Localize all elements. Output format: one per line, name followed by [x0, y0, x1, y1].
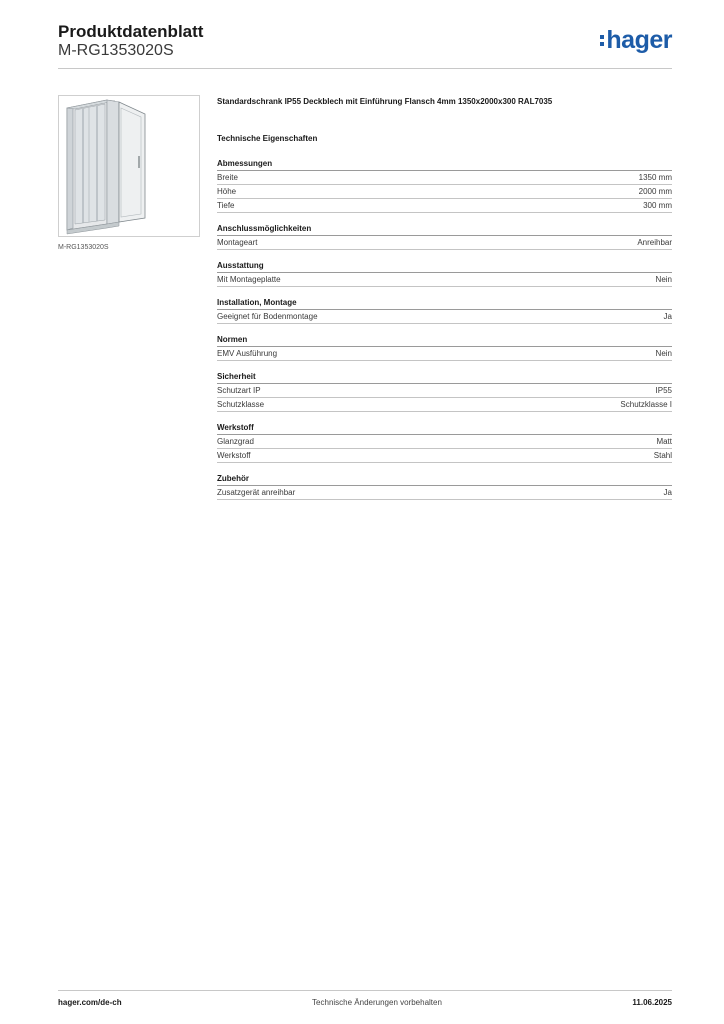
property-value: 300 mm [643, 201, 672, 210]
group-abmessungen [217, 158, 672, 213]
property-label: EMV Ausführung [217, 349, 278, 358]
group-installation-montage [217, 297, 672, 324]
property-value: Nein [655, 349, 672, 358]
group-title: Anschlussmöglichkeiten [217, 223, 672, 236]
group-title: Abmessungen [217, 158, 672, 171]
group-title: Ausstattung [217, 260, 672, 273]
section-title: Technische Eigenschaften [217, 134, 318, 143]
property-row [217, 185, 672, 199]
footer-date: 11.06.2025 [632, 998, 672, 1007]
property-label: Zusatzgerät anreihbar [217, 488, 296, 497]
group-normen [217, 334, 672, 361]
logo-dots-icon [600, 34, 605, 48]
property-value: 2000 mm [638, 187, 672, 196]
group-title: Zubehör [217, 473, 672, 486]
property-value: Stahl [653, 451, 672, 460]
product-image [58, 95, 200, 237]
footer-divider [58, 990, 672, 991]
property-value: Nein [655, 275, 672, 284]
logo-text: hager [606, 26, 672, 54]
property-label: Glanzgrad [217, 437, 254, 446]
property-label: Schutzart IP [217, 386, 261, 395]
property-value: Ja [663, 488, 672, 497]
page-title: Produktdatenblatt [58, 22, 204, 41]
property-row [217, 435, 672, 449]
group-title: Normen [217, 334, 672, 347]
property-value: Anreihbar [637, 238, 672, 247]
product-image-caption: M-RG1353020S [58, 244, 109, 251]
cabinet-illustration-icon [59, 96, 199, 236]
page-subtitle: M-RG1353020S [58, 42, 174, 59]
property-value: Ja [663, 312, 672, 321]
property-label: Mit Montageplatte [217, 275, 281, 284]
property-row [217, 398, 672, 412]
property-label: Montageart [217, 238, 258, 247]
hager-logo [600, 26, 672, 54]
group-werkstoff [217, 422, 672, 463]
group-title: Sicherheit [217, 371, 672, 384]
property-row [217, 273, 672, 287]
property-row [217, 486, 672, 500]
header-divider [58, 68, 672, 69]
property-row [217, 449, 672, 463]
property-row [217, 384, 672, 398]
footer-website-link[interactable]: hager.com/de-ch [58, 998, 122, 1007]
group-zubehoer [217, 473, 672, 500]
group-anschlussmoeglichkeiten [217, 223, 672, 250]
footer-notice: Technische Änderungen vorbehalten [312, 998, 442, 1007]
group-title: Installation, Montage [217, 297, 672, 310]
property-row [217, 199, 672, 213]
property-label: Werkstoff [217, 451, 251, 460]
property-label: Höhe [217, 187, 237, 196]
properties-content [217, 96, 672, 510]
property-row [217, 310, 672, 324]
property-row [217, 236, 672, 250]
property-label: Tiefe [217, 201, 235, 210]
property-value: IP55 [655, 386, 672, 395]
footer [58, 998, 672, 1007]
product-description: Standardschrank IP55 Deckblech mit Einführung Flansch 4mm 1350x2000x300 RAL7035 [217, 97, 553, 106]
property-label: Schutzklasse [217, 400, 265, 409]
property-value: Schutzklasse I [620, 400, 672, 409]
property-row [217, 347, 672, 361]
property-label: Geeignet für Bodenmontage [217, 312, 318, 321]
group-title: Werkstoff [217, 422, 672, 435]
group-sicherheit [217, 371, 672, 412]
property-value: 1350 mm [638, 173, 672, 182]
property-row [217, 171, 672, 185]
group-ausstattung [217, 260, 672, 287]
property-label: Breite [217, 173, 238, 182]
property-value: Matt [656, 437, 672, 446]
